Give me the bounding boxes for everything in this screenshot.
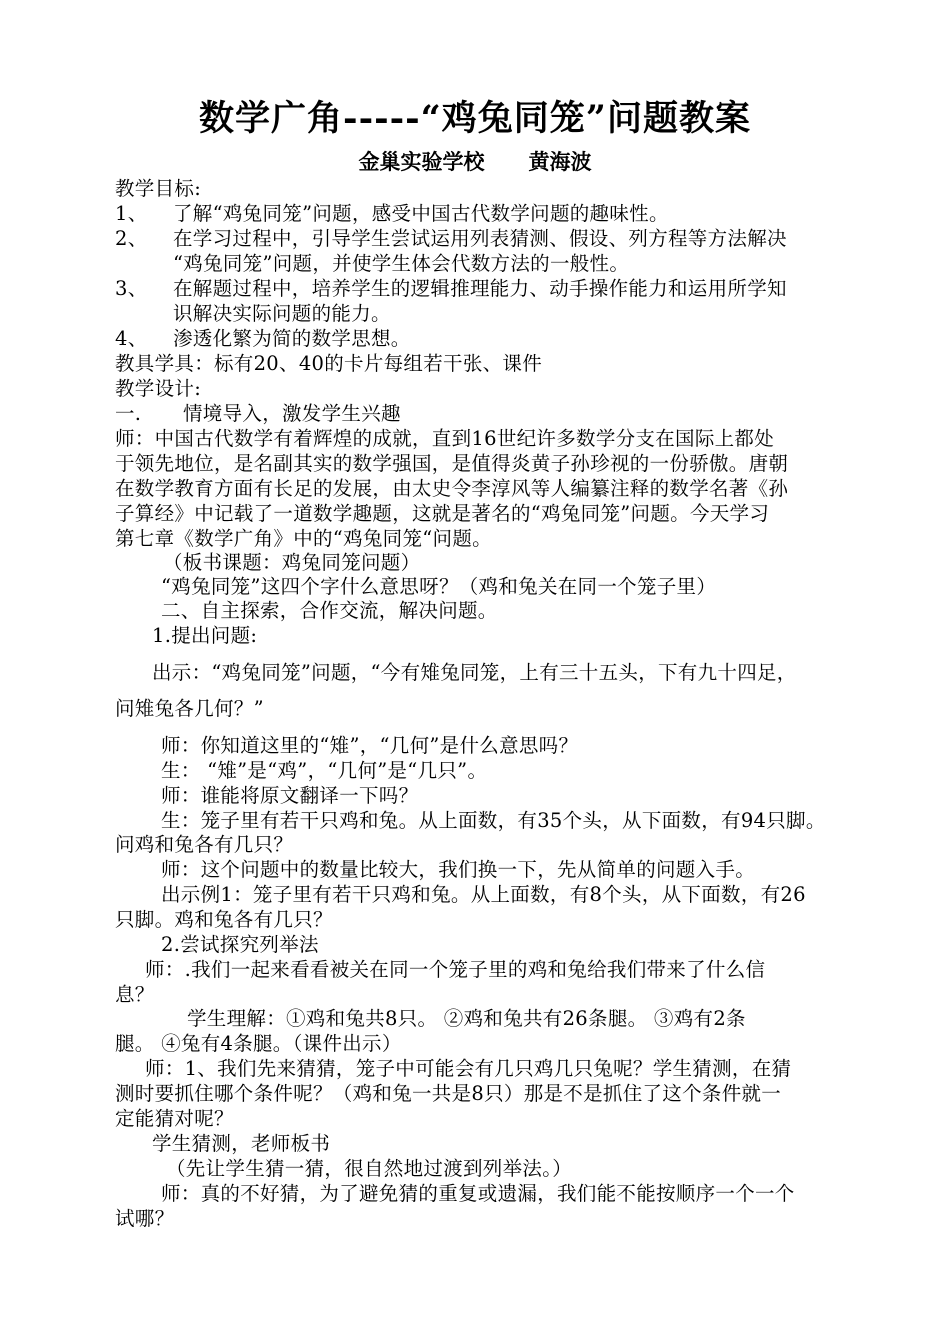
paragraph-line: 在数学教育方面有长足的发展，由太史令李淳风等人编纂注释的数学名著《孙: [115, 477, 789, 500]
subsection-heading: 2.尝试探究列举法: [161, 933, 319, 956]
dialogue-line: 师：这个问题中的数量比较大，我们换一下，先从简单的问题入手。: [161, 858, 756, 881]
student-understanding-cont: 腿。 ④兔有4条腿。（课件出示）: [115, 1032, 402, 1055]
paragraph-line: 师：中国古代数学有着辉煌的成就，直到16世纪许多数学分支在国际上都处: [115, 427, 775, 450]
goal-item-3-cont: 识解决实际问题的能力。: [173, 302, 391, 325]
goal-text: 了解“鸡兔同笼”问题，感受中国古代数学问题的趣味性。: [173, 202, 669, 225]
paragraph-line: 子算经》中记载了一道数学趣题，这就是著名的“鸡兔同笼”问题。今天学习: [115, 502, 770, 525]
section-one-title: 情境导入，激发学生兴趣: [183, 402, 401, 425]
author-line: [0, 148, 950, 176]
dialogue-line: 师：真的不好猜，为了避免猜的重复或遗漏，我们能不能按顺序一个一个: [161, 1182, 795, 1205]
goal-text: 在解题过程中，培养学生的逻辑推理能力、动手操作能力和运用所学知: [173, 277, 787, 300]
item-number: 一.: [115, 402, 142, 425]
paragraph-line: “鸡兔同笼”这四个字什么意思呀？（鸡和兔关在同一个笼子里）: [161, 575, 717, 598]
goal-item-2-cont: “鸡兔同笼”问题，并使学生体会代数方法的一般性。: [173, 252, 630, 275]
paragraph-line: 于领先地位，是名副其实的数学强国，是值得炎黄子孙珍视的一份骄傲。唐朝: [115, 452, 789, 475]
goal-item-2: [115, 226, 787, 252]
goal-item-1: [115, 201, 669, 227]
student-understanding: 学生理解：①鸡和兔共8只。 ②鸡和兔共有26条腿。 ③鸡有2条: [187, 1007, 746, 1030]
goal-item-3: [115, 276, 787, 302]
item-number: 4、: [115, 327, 148, 350]
paragraph-line: 第七章《数学广角》中的“鸡兔同笼“问题。: [115, 527, 492, 550]
dialogue-line: 师：.我们一起来看看被关在同一个笼子里的鸡和兔给我们带来了什么信: [145, 958, 766, 981]
section-two-heading: 二、自主探索，合作交流，解决问题。: [161, 599, 498, 622]
dialogue-line: 测时要抓住哪个条件呢？（鸡和兔一共是8只）那是不是抓住了这个条件就一: [115, 1082, 782, 1105]
dialogue-line: 学生猜测，老师板书: [152, 1132, 331, 1155]
item-number: 3、: [115, 277, 148, 300]
dialogue-line: 息？: [115, 983, 155, 1006]
dialogue-line: 生： “雉”是“鸡”，“几何”是“几只”。: [161, 759, 488, 782]
document-title: 数学广角-----“鸡兔同笼”问题教案: [199, 98, 751, 139]
paragraph-line: 出示：“鸡兔同笼”问题，“今有雉兔同笼，上有三十五头，下有九十四足，: [152, 661, 797, 684]
item-number: 2、: [115, 227, 148, 250]
goal-text: 渗透化繁为简的数学思想。: [173, 327, 411, 350]
blackboard-title: （板书课题：鸡兔同笼问题）: [163, 551, 421, 574]
dialogue-line: 生：笼子里有若干只鸡和兔。从上面数，有35个头，从下面数，有94只脚。: [161, 809, 826, 832]
example-line: 出示例1：笼子里有若干只鸡和兔。从上面数，有8个头，从下面数，有26: [161, 883, 806, 906]
author-name: 黄海波: [528, 149, 592, 174]
dialogue-line: 问鸡和兔各有几只？: [115, 833, 294, 856]
item-number: 1、: [115, 202, 148, 225]
paragraph-line: 问雉兔各几何？”: [115, 697, 264, 720]
dialogue-line: 师：谁能将原文翻译一下吗？: [161, 784, 419, 807]
section-heading-goals: 教学目标:: [115, 177, 202, 200]
dialogue-line: 试哪？: [115, 1207, 175, 1230]
teaching-materials: 教具学具：标有20、40的卡片每组若干张、课件: [115, 352, 543, 375]
section-heading-design: 教学设计:: [115, 377, 202, 400]
subsection-heading: 1.提出问题:: [152, 624, 258, 647]
dialogue-line: 师：1、我们先来猜猜，笼子中可能会有几只鸡几只兔呢？学生猜测，在猜: [145, 1057, 792, 1080]
dialogue-line: 师：你知道这里的“雉”，“几何”是什么意思吗？: [161, 734, 579, 757]
dialogue-line: （先让学生猜一猜，很自然地过渡到列举法。）: [166, 1157, 573, 1180]
example-line: 只脚。鸡和兔各有几只？: [115, 908, 333, 931]
school-name: 金巢实验学校: [358, 149, 485, 174]
goal-text: 在学习过程中，引导学生尝试运用列表猜测、假设、列方程等方法解决: [173, 227, 787, 250]
goal-item-4: [115, 326, 411, 352]
dialogue-line: 定能猜对呢？: [115, 1107, 234, 1130]
section-one-heading: [115, 401, 401, 427]
